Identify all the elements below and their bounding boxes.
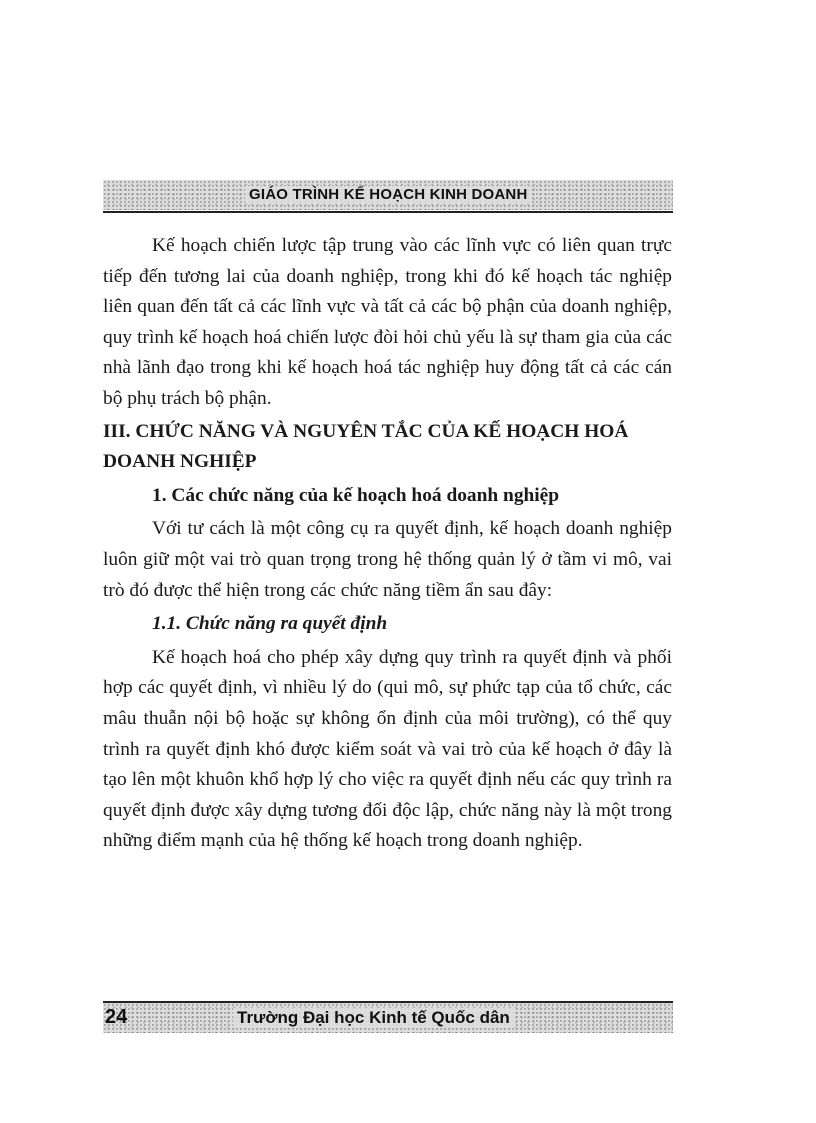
paragraph-decision-tool: Với tư cách là một công cụ ra quyết định, kế hoạch doanh nghiệp luôn giữ một vai trò quan trọng trong hệ thống quản lý ở tầm vi mô, vai trò đó được thể hiện trong các chức năng tiềm ẩn sau đây: (103, 518, 672, 601)
running-header-title: GIÁO TRÌNH KẾ HOẠCH KINH DOANH (245, 186, 532, 203)
page-content (103, 231, 672, 857)
section-heading: III. CHỨC NĂNG VÀ NGUYÊN TẮC CỦA KẾ HOẠCH HOÁ DOANH NGHIỆP (103, 420, 629, 473)
publisher-label: Trường Đại học Kinh tế Quốc dân (233, 1008, 514, 1028)
running-header (103, 180, 673, 210)
subsubsection-heading: 1.1. Chức năng ra quyết định (152, 613, 388, 635)
page-number: 24 (105, 1006, 128, 1028)
subsection-heading: 1. Các chức năng của kế hoạch hoá doanh nghiệp (152, 484, 560, 506)
running-footer (103, 1003, 673, 1033)
paragraph-strategic-plan: Kế hoạch chiến lược tập trung vào các lĩnh vực có liên quan trực tiếp đến tương lai của doanh nghiệp, trong khi đó kế hoạch tác nghiệp liên quan đến tất cả các lĩnh vực và tất cả các bộ phận của doanh nghiệp, quy trình kế hoạch hoá chiến lược đòi hỏi chủ yếu là sự tham gia của các nhà lãnh đạo trong khi kế hoạch hoá tác nghiệp huy động tất cả các cán bộ phụ trách bộ phận. (103, 235, 672, 409)
paragraph-decision-function: Kế hoạch hoá cho phép xây dựng quy trình ra quyết định và phối hợp các quyết định, vì nhiều lý do (qui mô, sự phức tạp của tổ chức, các mâu thuẫn nội bộ hoặc sự không ổn định của môi trường), có thể quy trình ra quyết định khó được kiểm soát và vai trò của kế hoạch ở đây là tạo lên một khuôn khổ hợp lý cho việc ra quyết định nếu các quy trình ra quyết định được xây dựng tương đối độc lập, chức năng này là một trong những điểm mạnh của hệ thống kế hoạch trong doanh nghiệp. (103, 646, 672, 852)
header-rule (103, 211, 673, 213)
